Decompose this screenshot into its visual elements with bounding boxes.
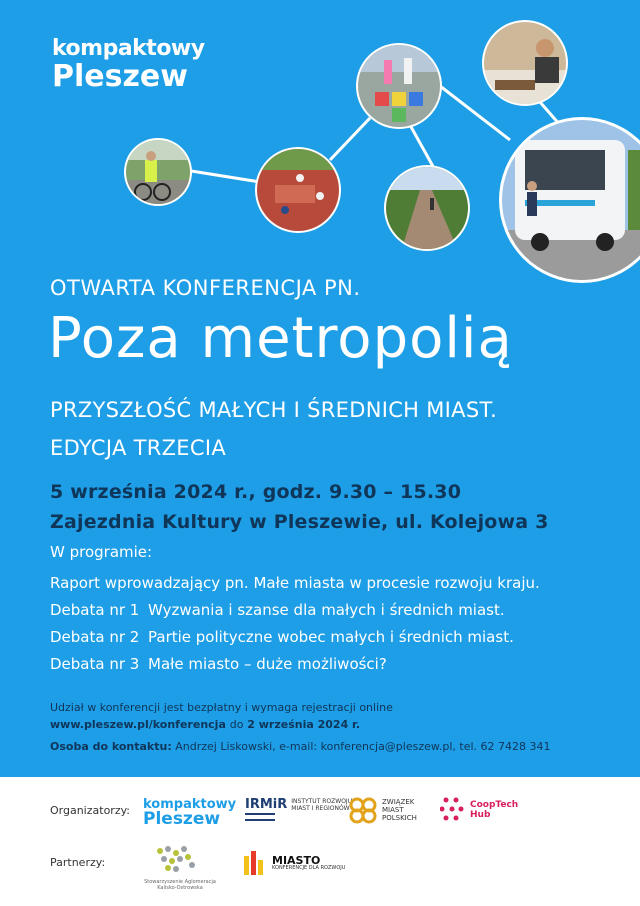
registration-until: do — [229, 718, 244, 731]
miasto-text — [272, 855, 345, 871]
photo-network — [0, 0, 640, 300]
program-debate-2 — [50, 628, 514, 646]
partners-label: Partnerzy: — [50, 856, 106, 869]
miasto-big: MIASTO — [272, 854, 321, 867]
contact-line — [50, 740, 551, 753]
logo-line2: Pleszew — [52, 59, 188, 94]
registration-info: Udział w konferencji jest bezpłatny i wymaga rejestracji online — [50, 701, 393, 714]
debate-label: Debata nr 1 — [50, 601, 140, 619]
irmir-mark: IRMiR — [245, 797, 288, 812]
cyclists-photo — [120, 135, 200, 215]
program-heading: W programie: — [50, 543, 153, 561]
debate-text: Małe miasto – duże możliwości? — [148, 655, 387, 673]
miasto-small: KONFERENCJE DLA ROZWOJU — [272, 865, 346, 871]
debate-label: Debata nr 3 — [50, 655, 140, 673]
program-report: Raport wprowadzający pn. Małe miasta w procesie rozwoju kraju. — [50, 574, 540, 592]
org-kp-line1: kompaktowy — [143, 797, 237, 812]
event-date: 5 września 2024 r., godz. 9.30 – 15.30 — [50, 481, 462, 503]
event-venue: Zajezdnia Kultury w Pleszewie, ul. Kolejowa 3 — [50, 511, 549, 533]
program-debate-3 — [50, 655, 387, 673]
organizer-irmir-logo — [245, 798, 355, 821]
registration-deadline: 2 września 2024 r. — [247, 718, 361, 731]
irmir-bars-icon — [245, 813, 275, 821]
contact-label: Osoba do kontaktu: — [50, 740, 172, 753]
zmp-text: ZWIĄZEK MIAST POLSKICH — [382, 798, 417, 822]
organizers-label: Organizatorzy: — [50, 804, 131, 817]
cooptech-line2: Hub — [470, 810, 491, 820]
partner-miasto-logo — [243, 850, 345, 876]
organizer-kompaktowy-logo — [143, 798, 236, 828]
cooptech-dots-icon — [440, 796, 464, 824]
registration-url[interactable]: www.pleszew.pl/konferencja — [50, 718, 226, 731]
miasto-bars-icon — [243, 850, 267, 876]
workshop-photo — [480, 20, 570, 110]
zmp-knot-icon — [348, 796, 378, 824]
cooptech-text — [470, 800, 518, 820]
organizer-zmp-logo — [348, 796, 432, 824]
aglomeracja-text: Stowarzyszenie Aglomeracja Kalisko-Ostrowska — [144, 879, 216, 891]
org-kp-line2: Pleszew — [143, 809, 221, 829]
program-debate-1 — [50, 601, 505, 619]
partner-aglomeracja-logo — [140, 843, 220, 891]
conference-subtitle: PRZYSZŁOŚĆ MAŁYCH I ŚREDNICH MIAST. — [50, 398, 498, 422]
debate-label: Debata nr 2 — [50, 628, 140, 646]
aglomeracja-dots-icon — [140, 843, 220, 873]
debate-text: Partie polityczne wobec małych i średnich miast. — [148, 628, 514, 646]
irmir-text: INSTYTUT ROZWOJU MIAST I REGIONÓW — [291, 798, 353, 812]
logo-line1: kompaktowy — [52, 36, 205, 61]
debate-text: Wyzwania i szanse dla małych i średnich miast. — [148, 601, 505, 619]
playground-photo — [255, 147, 345, 238]
conference-kicker: OTWARTA KONFERENCJA PN. — [50, 276, 361, 300]
park-path-photo — [384, 165, 474, 255]
electric-bus-photo — [499, 117, 640, 290]
conference-title: Poza metropolią — [48, 306, 513, 371]
organizer-cooptech-logo — [440, 796, 518, 824]
registration-link-line — [50, 718, 360, 731]
contact-details: Andrzej Liskowski, e-mail: konferencja@pleszew.pl, tel. 62 7428 341 — [175, 740, 551, 753]
cooptech-line1: CoopTech — [470, 800, 519, 810]
edition-label: EDYCJA TRZECIA — [50, 436, 226, 460]
